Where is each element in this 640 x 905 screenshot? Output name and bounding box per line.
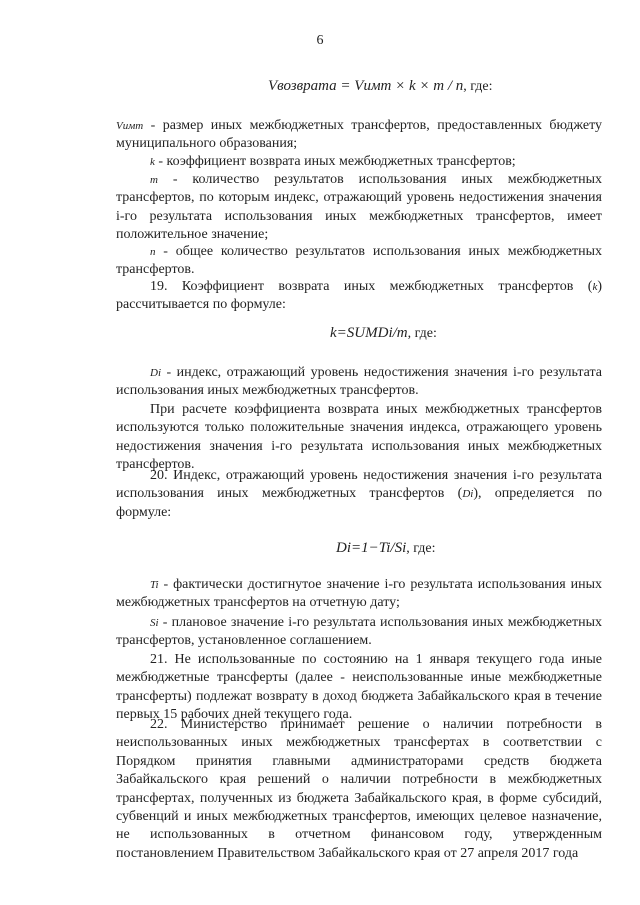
paragraph-22: 22. Министерство принимает решение о наличии потребности в неиспользованных иных межбюджетных трансфертах в соответствии с Порядком принятия главными администраторами средств бюджета Забайкальского края решений о наличии потребности в межбюджетных трансфертах, полученных из бюджета Забайкальского края, в форме субсидий, субвенций и иных межбюджетных трансфертов, имеющих целевое назначение, не использованных в отчетном финансовом году, утвержденным постановлением Правительством Забайкальского края от 27 апреля 2017 года: [116, 717, 602, 861]
formula-refund-expr: Vвозврата = Vимт × k × m / n: [268, 78, 464, 94]
formula-index-expr: Di=1−Ti/Si: [336, 540, 407, 556]
formula-coefficient-suffix: , где:: [407, 326, 437, 341]
symbol-v: Vимт: [116, 120, 144, 132]
paragraph-20-tail: ), определяется по формуле:: [116, 486, 602, 520]
definition-d: [116, 364, 602, 401]
definition-t-text: - фактически достигнутое значение i-го результата использования иных межбюджетных трансфертов на отчетную дату;: [116, 577, 602, 611]
symbol-s: Si: [150, 617, 159, 629]
definition-v-text: - размер иных межбюджетных трансфертов, предоставленных бюджету муниципального образования;: [116, 118, 602, 152]
definition-m: [116, 171, 602, 245]
definition-s: [116, 614, 602, 651]
symbol-k: k: [150, 156, 155, 168]
page-number: 6: [316, 33, 324, 48]
paragraph-20: [116, 467, 602, 522]
formula-index-suffix: , где:: [406, 541, 436, 556]
definition-v: [116, 117, 602, 154]
definition-k-text: - коэффициент возврата иных межбюджетных трансфертов;: [154, 154, 516, 169]
symbol-d: Di: [150, 367, 161, 379]
symbol-n: n: [150, 246, 156, 258]
definition-m-text: - количество результатов использования иных межбюджетных трансфертов, по которым индекс, отражающий уровень недостижения значения i-го результата использования иных межбюджетных трансфертов, имеет положительное значение;: [116, 172, 602, 243]
symbol-t: Ti: [150, 579, 159, 591]
formula-index: [336, 540, 436, 557]
paragraph-19: [116, 278, 602, 315]
paragraph-19-symbol: k: [592, 281, 598, 293]
formula-coefficient: [330, 325, 437, 342]
definition-d-text: - индекс, отражающий уровень недостижения значения i-го результата использования иных межбюджетных трансфертов.: [116, 365, 602, 399]
paragraph-calculation: При расчете коэффициента возврата иных межбюджетных трансфертов используются только положительные значения индекса, отражающего уровень недостижения значения i-го результата использования иных межбюджетных трансфертов.: [116, 402, 602, 473]
definition-n-text: - общее количество результатов использования иных межбюджетных трансфертов.: [116, 244, 602, 278]
formula-refund: [268, 78, 493, 95]
paragraph-19-tail: ) рассчитывается по формуле:: [116, 279, 602, 313]
paragraph-20-text: 20. Индекс, отражающий уровень недостижения значения i-го результата использования иных межбюджетных трансфертов (: [116, 468, 602, 502]
paragraph-20-symbol: Di: [462, 488, 474, 501]
definition-s-text: - плановое значение i-го результата использования иных межбюджетных трансфертов, установленное соглашением.: [116, 615, 602, 649]
definition-k: [116, 153, 602, 171]
formula-coefficient-expr: k=SUMDi/m: [330, 325, 408, 341]
formula-refund-suffix: , где:: [463, 79, 493, 94]
paragraph-21: 21. Не использованные по состоянию на 1 января текущего года иные межбюджетные трансферты (далее - неиспользованные иные межбюджетные трансферты) подлежат возврату в доход бюджета Забайкальского края в течение первых 15 рабочих дней текущего года.: [116, 652, 602, 723]
definition-t: [116, 576, 602, 613]
definition-n: [116, 243, 602, 280]
paragraph-19-text: 19. Коэффициент возврата иных межбюджетных трансфертов (: [150, 279, 593, 294]
symbol-m: m: [150, 174, 158, 186]
